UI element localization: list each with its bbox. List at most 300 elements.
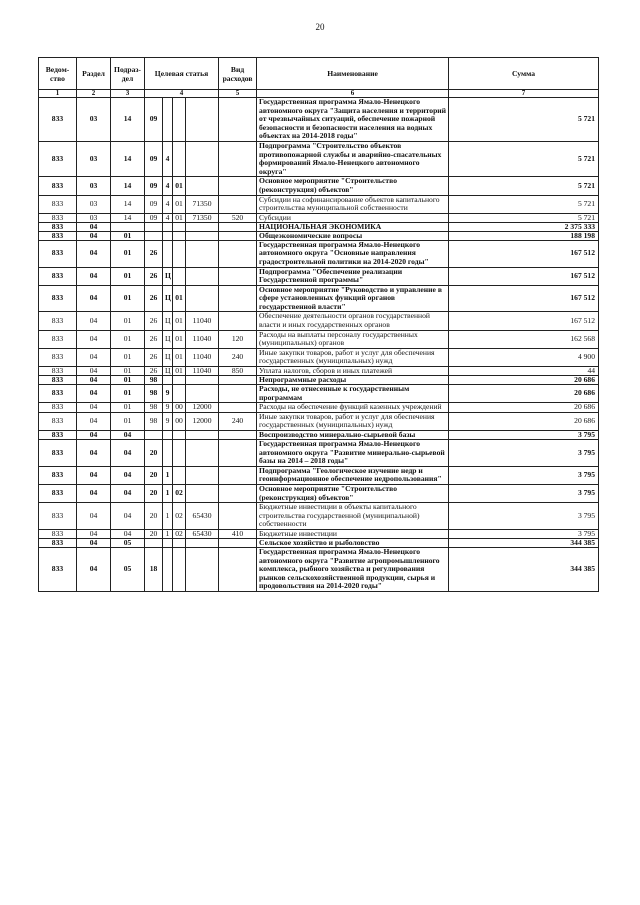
cell-vedomstvo: 833	[39, 385, 77, 403]
cell-vedomstvo: 833	[39, 240, 77, 267]
table-row	[39, 431, 599, 440]
cell-celevaya-program: 09	[145, 177, 163, 195]
cell-podrazdel: 01	[111, 267, 145, 285]
cell-podrazdel: 01	[111, 285, 145, 312]
cell-celevaya-direction: 11040	[186, 367, 219, 376]
header-summa: Сумма	[449, 58, 599, 90]
cell-razdel: 03	[77, 141, 111, 176]
cell-vid-rashodov	[219, 538, 257, 547]
cell-razdel: 04	[77, 529, 111, 538]
cell-naimenovanie: Подпрограмма "Геологическое изучение недр и геоинформационное обеспечение недропользования"	[257, 466, 449, 484]
cell-razdel: 04	[77, 412, 111, 430]
cell-celevaya-measure	[173, 240, 186, 267]
cell-summa: 2 375 333	[449, 222, 599, 231]
cell-vid-rashodov: 120	[219, 330, 257, 348]
cell-celevaya-direction	[186, 267, 219, 285]
cell-naimenovanie: Иные закупки товаров, работ и услуг для обеспечения государственных (муниципальных) нужд	[257, 348, 449, 366]
cell-celevaya-direction	[186, 231, 219, 240]
col-number: 5	[219, 90, 257, 98]
cell-celevaya-subprogram: Ц	[163, 348, 173, 366]
cell-podrazdel: 01	[111, 240, 145, 267]
cell-vedomstvo: 833	[39, 538, 77, 547]
cell-summa: 5 721	[449, 195, 599, 213]
cell-razdel: 04	[77, 267, 111, 285]
cell-celevaya-direction: 12000	[186, 412, 219, 430]
header-podrazdel: Подраз-дел	[111, 58, 145, 90]
cell-vid-rashodov	[219, 440, 257, 467]
cell-vid-rashodov	[219, 484, 257, 502]
cell-summa: 167 512	[449, 285, 599, 312]
cell-summa: 162 568	[449, 330, 599, 348]
cell-summa: 344 385	[449, 538, 599, 547]
cell-vid-rashodov	[219, 312, 257, 330]
cell-celevaya-program: 98	[145, 376, 163, 385]
cell-vid-rashodov	[219, 195, 257, 213]
table-row	[39, 213, 599, 222]
header-row	[39, 58, 599, 90]
cell-celevaya-subprogram	[163, 431, 173, 440]
table-row	[39, 466, 599, 484]
cell-celevaya-direction: 12000	[186, 403, 219, 413]
cell-razdel: 04	[77, 285, 111, 312]
cell-celevaya-subprogram	[163, 240, 173, 267]
header-vedomstvo: Ведом-ство	[39, 58, 77, 90]
cell-naimenovanie: Уплата налогов, сборов и иных платежей	[257, 367, 449, 376]
cell-celevaya-subprogram	[163, 538, 173, 547]
cell-celevaya-direction	[186, 177, 219, 195]
cell-celevaya-subprogram	[163, 440, 173, 467]
table-row	[39, 376, 599, 385]
cell-celevaya-program: 20	[145, 466, 163, 484]
cell-celevaya-direction	[186, 385, 219, 403]
cell-naimenovanie: Обеспечение деятельности органов государственной власти и иных государственных органов	[257, 312, 449, 330]
cell-vid-rashodov	[219, 385, 257, 403]
table-row	[39, 538, 599, 547]
cell-summa: 3 795	[449, 503, 599, 530]
cell-razdel: 04	[77, 231, 111, 240]
table-body	[39, 98, 599, 592]
table-row	[39, 312, 599, 330]
cell-razdel: 04	[77, 240, 111, 267]
cell-razdel: 04	[77, 440, 111, 467]
cell-celevaya-program: 98	[145, 385, 163, 403]
cell-celevaya-direction: 65430	[186, 529, 219, 538]
cell-podrazdel: 04	[111, 484, 145, 502]
cell-celevaya-program: 26	[145, 240, 163, 267]
cell-celevaya-program	[145, 431, 163, 440]
cell-razdel: 03	[77, 213, 111, 222]
cell-summa: 3 795	[449, 431, 599, 440]
cell-celevaya-measure: 01	[173, 177, 186, 195]
table-row	[39, 222, 599, 231]
cell-naimenovanie: Бюджетные инвестиции	[257, 529, 449, 538]
cell-vid-rashodov	[219, 267, 257, 285]
cell-celevaya-subprogram: Ц	[163, 330, 173, 348]
cell-podrazdel: 14	[111, 98, 145, 142]
cell-summa: 5 721	[449, 98, 599, 142]
cell-vedomstvo: 833	[39, 348, 77, 366]
cell-vedomstvo: 833	[39, 285, 77, 312]
table-row	[39, 195, 599, 213]
cell-celevaya-program: 20	[145, 529, 163, 538]
cell-celevaya-subprogram: Ц	[163, 267, 173, 285]
cell-razdel: 04	[77, 312, 111, 330]
cell-naimenovanie: Подпрограмма "Строительство объектов противопожарной службы и аварийно-спасательных формирований Ямало-Ненецкого автономного округа"	[257, 141, 449, 176]
cell-celevaya-measure	[173, 98, 186, 142]
cell-podrazdel: 04	[111, 466, 145, 484]
cell-celevaya-subprogram: 1	[163, 529, 173, 538]
cell-podrazdel: 01	[111, 376, 145, 385]
table-row	[39, 267, 599, 285]
header-naimenovanie: Наименование	[257, 58, 449, 90]
cell-celevaya-subprogram	[163, 222, 173, 231]
cell-podrazdel: 14	[111, 141, 145, 176]
cell-razdel: 04	[77, 403, 111, 413]
cell-naimenovanie: Бюджетные инвестиции в объекты капитального строительства государственной (муниципальной) собственности	[257, 503, 449, 530]
cell-naimenovanie: Расходы на выплаты персоналу государственных (муниципальных) органов	[257, 330, 449, 348]
cell-vedomstvo: 833	[39, 222, 77, 231]
cell-celevaya-measure	[173, 376, 186, 385]
cell-celevaya-subprogram: 4	[163, 195, 173, 213]
cell-celevaya-measure	[173, 222, 186, 231]
table-row	[39, 98, 599, 142]
header-celevaya-statya: Целевая статья	[145, 58, 219, 90]
cell-celevaya-measure: 01	[173, 195, 186, 213]
table-row	[39, 240, 599, 267]
cell-podrazdel: 01	[111, 330, 145, 348]
cell-vedomstvo: 833	[39, 431, 77, 440]
cell-vedomstvo: 833	[39, 484, 77, 502]
cell-celevaya-program: 26	[145, 367, 163, 376]
cell-vedomstvo: 833	[39, 141, 77, 176]
cell-vedomstvo: 833	[39, 312, 77, 330]
col-number: 7	[449, 90, 599, 98]
cell-naimenovanie: Непрограммные расходы	[257, 376, 449, 385]
cell-celevaya-measure	[173, 231, 186, 240]
cell-naimenovanie: Государственная программа Ямало-Ненецкого автономного округа "Основные направления градостроительной политики на 2014-2020 годы"	[257, 240, 449, 267]
cell-podrazdel: 01	[111, 403, 145, 413]
cell-celevaya-program: 26	[145, 348, 163, 366]
cell-celevaya-direction	[186, 222, 219, 231]
cell-razdel: 04	[77, 385, 111, 403]
cell-razdel: 04	[77, 538, 111, 547]
cell-celevaya-subprogram	[163, 547, 173, 591]
cell-celevaya-program: 26	[145, 267, 163, 285]
table-row	[39, 385, 599, 403]
cell-celevaya-direction: 11040	[186, 312, 219, 330]
cell-vid-rashodov	[219, 466, 257, 484]
cell-podrazdel	[111, 222, 145, 231]
cell-vid-rashodov	[219, 547, 257, 591]
cell-razdel: 03	[77, 177, 111, 195]
cell-celevaya-measure	[173, 466, 186, 484]
table-row	[39, 367, 599, 376]
col-number: 3	[111, 90, 145, 98]
cell-razdel: 04	[77, 547, 111, 591]
table-row	[39, 231, 599, 240]
cell-podrazdel: 01	[111, 385, 145, 403]
cell-celevaya-program: 09	[145, 213, 163, 222]
cell-celevaya-subprogram: 1	[163, 484, 173, 502]
cell-razdel: 04	[77, 330, 111, 348]
cell-vid-rashodov	[219, 376, 257, 385]
cell-celevaya-direction: 71350	[186, 195, 219, 213]
cell-celevaya-measure: 01	[173, 213, 186, 222]
table-row	[39, 547, 599, 591]
cell-naimenovanie: Общеэкономические вопросы	[257, 231, 449, 240]
cell-naimenovanie: Расходы на обеспечение функций казенных учреждений	[257, 403, 449, 413]
cell-vid-rashodov	[219, 177, 257, 195]
cell-summa: 20 686	[449, 412, 599, 430]
cell-summa: 167 512	[449, 312, 599, 330]
cell-celevaya-subprogram	[163, 98, 173, 142]
cell-naimenovanie: Основное мероприятие "Строительство (реконструкция) объектов"	[257, 484, 449, 502]
cell-podrazdel: 14	[111, 195, 145, 213]
table-row	[39, 348, 599, 366]
cell-celevaya-subprogram	[163, 376, 173, 385]
table-row	[39, 403, 599, 413]
cell-razdel: 03	[77, 195, 111, 213]
cell-naimenovanie: Государственная программа Ямало-Ненецкого автономного округа "Развитие минерально-сырьевой базы на 2014 – 2018 годы"	[257, 440, 449, 467]
cell-summa: 5 721	[449, 177, 599, 195]
cell-celevaya-program: 09	[145, 195, 163, 213]
cell-celevaya-measure	[173, 547, 186, 591]
cell-celevaya-program: 20	[145, 503, 163, 530]
cell-vedomstvo: 833	[39, 376, 77, 385]
cell-vedomstvo: 833	[39, 503, 77, 530]
cell-celevaya-measure	[173, 141, 186, 176]
cell-razdel: 04	[77, 503, 111, 530]
cell-celevaya-direction	[186, 141, 219, 176]
cell-celevaya-program	[145, 538, 163, 547]
cell-podrazdel: 05	[111, 547, 145, 591]
cell-vid-rashodov: 520	[219, 213, 257, 222]
cell-celevaya-measure: 02	[173, 484, 186, 502]
cell-naimenovanie: Государственная программа Ямало-Ненецкого автономного округа "Развитие агропромышленного комплекса, рыбного хозяйства и регулирования рынков сельскохозяйственной продукции, сырья и продовольствия на 2014-2020 годы"	[257, 547, 449, 591]
cell-vid-rashodov: 240	[219, 348, 257, 366]
cell-naimenovanie: Иные закупки товаров, работ и услуг для обеспечения государственных (муниципальных) нужд	[257, 412, 449, 430]
cell-celevaya-subprogram: Ц	[163, 312, 173, 330]
cell-vedomstvo: 833	[39, 529, 77, 538]
cell-summa: 3 795	[449, 466, 599, 484]
cell-summa: 167 512	[449, 240, 599, 267]
cell-vid-rashodov	[219, 431, 257, 440]
cell-celevaya-program: 20	[145, 440, 163, 467]
cell-vid-rashodov	[219, 240, 257, 267]
cell-celevaya-subprogram: 9	[163, 385, 173, 403]
budget-table-container	[38, 57, 598, 592]
cell-summa: 5 721	[449, 213, 599, 222]
cell-vedomstvo: 833	[39, 403, 77, 413]
cell-celevaya-measure: 02	[173, 503, 186, 530]
table-row	[39, 177, 599, 195]
cell-naimenovanie: Государственная программа Ямало-Ненецкого автономного округа "Защита населения и территорий от чрезвычайных ситуаций, обеспечение пожарной безопасности и безопасности населения на водных объектах на 2014-2018 годы"	[257, 98, 449, 142]
cell-razdel: 04	[77, 431, 111, 440]
cell-celevaya-direction	[186, 376, 219, 385]
cell-celevaya-direction	[186, 440, 219, 467]
cell-vid-rashodov	[219, 98, 257, 142]
cell-celevaya-measure: 00	[173, 412, 186, 430]
cell-summa: 4 900	[449, 348, 599, 366]
cell-naimenovanie: Основное мероприятие "Руководство и управление в сфере установленных функций органов государственной власти"	[257, 285, 449, 312]
cell-vedomstvo: 833	[39, 267, 77, 285]
cell-celevaya-measure: 01	[173, 367, 186, 376]
cell-celevaya-program: 98	[145, 412, 163, 430]
cell-celevaya-program: 26	[145, 312, 163, 330]
cell-celevaya-direction: 71350	[186, 213, 219, 222]
cell-celevaya-measure: 00	[173, 403, 186, 413]
cell-celevaya-program: 26	[145, 285, 163, 312]
cell-vedomstvo: 833	[39, 367, 77, 376]
cell-naimenovanie: Субсидии на софинансирование объектов капитального строительства муниципальной собственности	[257, 195, 449, 213]
table-row	[39, 529, 599, 538]
cell-celevaya-direction	[186, 538, 219, 547]
cell-celevaya-direction	[186, 240, 219, 267]
cell-celevaya-program: 20	[145, 484, 163, 502]
cell-naimenovanie: Подпрограмма "Обеспечение реализации Государственной программы"	[257, 267, 449, 285]
cell-celevaya-subprogram: 1	[163, 466, 173, 484]
cell-summa: 3 795	[449, 529, 599, 538]
cell-celevaya-subprogram: 9	[163, 412, 173, 430]
cell-celevaya-subprogram: Ц	[163, 285, 173, 312]
column-numbers-row	[39, 90, 599, 98]
cell-vedomstvo: 833	[39, 213, 77, 222]
header-vid-rashodov: Вид расходов	[219, 58, 257, 90]
cell-celevaya-subprogram: Ц	[163, 367, 173, 376]
budget-table	[38, 57, 599, 592]
table-row	[39, 330, 599, 348]
cell-celevaya-direction	[186, 466, 219, 484]
cell-celevaya-measure	[173, 431, 186, 440]
cell-summa: 188 198	[449, 231, 599, 240]
cell-naimenovanie: Расходы, не отнесенные к государственным программам	[257, 385, 449, 403]
cell-vedomstvo: 833	[39, 547, 77, 591]
cell-razdel: 04	[77, 348, 111, 366]
cell-celevaya-program	[145, 231, 163, 240]
cell-vedomstvo: 833	[39, 177, 77, 195]
cell-podrazdel: 01	[111, 412, 145, 430]
cell-naimenovanie: Сельское хозяйство и рыболовство	[257, 538, 449, 547]
cell-razdel: 04	[77, 367, 111, 376]
cell-vedomstvo: 833	[39, 98, 77, 142]
cell-celevaya-direction: 11040	[186, 348, 219, 366]
cell-celevaya-measure	[173, 267, 186, 285]
table-row	[39, 285, 599, 312]
cell-celevaya-program: 26	[145, 330, 163, 348]
cell-vedomstvo: 833	[39, 440, 77, 467]
cell-razdel: 03	[77, 98, 111, 142]
cell-podrazdel: 01	[111, 231, 145, 240]
cell-vid-rashodov	[219, 503, 257, 530]
cell-celevaya-direction	[186, 484, 219, 502]
cell-vedomstvo: 833	[39, 412, 77, 430]
table-row	[39, 484, 599, 502]
cell-podrazdel: 05	[111, 538, 145, 547]
cell-celevaya-subprogram: 9	[163, 403, 173, 413]
header-razdel: Раздел	[77, 58, 111, 90]
cell-celevaya-subprogram: 4	[163, 213, 173, 222]
page-number: 20	[315, 22, 325, 32]
cell-celevaya-measure	[173, 538, 186, 547]
cell-vedomstvo: 833	[39, 466, 77, 484]
cell-podrazdel: 04	[111, 503, 145, 530]
cell-vedomstvo: 833	[39, 231, 77, 240]
cell-celevaya-subprogram: 1	[163, 503, 173, 530]
cell-celevaya-measure: 01	[173, 285, 186, 312]
cell-naimenovanie: НАЦИОНАЛЬНАЯ ЭКОНОМИКА	[257, 222, 449, 231]
cell-celevaya-program	[145, 222, 163, 231]
cell-vedomstvo: 833	[39, 330, 77, 348]
cell-celevaya-program: 09	[145, 98, 163, 142]
cell-summa: 44	[449, 367, 599, 376]
cell-vid-rashodov	[219, 285, 257, 312]
cell-summa: 20 686	[449, 403, 599, 413]
cell-celevaya-program: 09	[145, 141, 163, 176]
table-row	[39, 503, 599, 530]
cell-celevaya-measure: 01	[173, 348, 186, 366]
cell-vid-rashodov: 850	[219, 367, 257, 376]
cell-vid-rashodov: 410	[219, 529, 257, 538]
cell-celevaya-measure	[173, 440, 186, 467]
cell-podrazdel: 14	[111, 213, 145, 222]
cell-vid-rashodov	[219, 222, 257, 231]
cell-celevaya-program: 98	[145, 403, 163, 413]
cell-celevaya-measure	[173, 385, 186, 403]
cell-summa: 3 795	[449, 440, 599, 467]
cell-naimenovanie: Воспроизводство минерально-сырьевой базы	[257, 431, 449, 440]
cell-summa: 5 721	[449, 141, 599, 176]
cell-vid-rashodov	[219, 141, 257, 176]
cell-celevaya-measure: 02	[173, 529, 186, 538]
cell-celevaya-direction: 65430	[186, 503, 219, 530]
cell-podrazdel: 04	[111, 440, 145, 467]
cell-celevaya-direction	[186, 285, 219, 312]
cell-celevaya-program: 18	[145, 547, 163, 591]
table-row	[39, 440, 599, 467]
cell-vid-rashodov	[219, 231, 257, 240]
cell-podrazdel: 01	[111, 367, 145, 376]
cell-naimenovanie: Основное мероприятие "Строительство (реконструкция) объектов"	[257, 177, 449, 195]
cell-vid-rashodov: 240	[219, 412, 257, 430]
table-row	[39, 141, 599, 176]
cell-celevaya-subprogram	[163, 231, 173, 240]
cell-celevaya-measure: 01	[173, 312, 186, 330]
cell-razdel: 04	[77, 484, 111, 502]
cell-celevaya-measure: 01	[173, 330, 186, 348]
cell-celevaya-subprogram: 4	[163, 141, 173, 176]
cell-podrazdel: 01	[111, 312, 145, 330]
cell-celevaya-direction	[186, 98, 219, 142]
cell-celevaya-subprogram: 4	[163, 177, 173, 195]
col-number: 6	[257, 90, 449, 98]
cell-summa: 20 686	[449, 385, 599, 403]
cell-podrazdel: 01	[111, 348, 145, 366]
col-number: 4	[145, 90, 219, 98]
cell-naimenovanie: Субсидии	[257, 213, 449, 222]
cell-summa: 3 795	[449, 484, 599, 502]
cell-razdel: 04	[77, 376, 111, 385]
cell-celevaya-direction: 11040	[186, 330, 219, 348]
cell-celevaya-direction	[186, 431, 219, 440]
cell-summa: 344 385	[449, 547, 599, 591]
col-number: 1	[39, 90, 77, 98]
cell-podrazdel: 14	[111, 177, 145, 195]
table-row	[39, 412, 599, 430]
cell-podrazdel: 04	[111, 529, 145, 538]
cell-razdel: 04	[77, 466, 111, 484]
cell-summa: 167 512	[449, 267, 599, 285]
cell-celevaya-direction	[186, 547, 219, 591]
